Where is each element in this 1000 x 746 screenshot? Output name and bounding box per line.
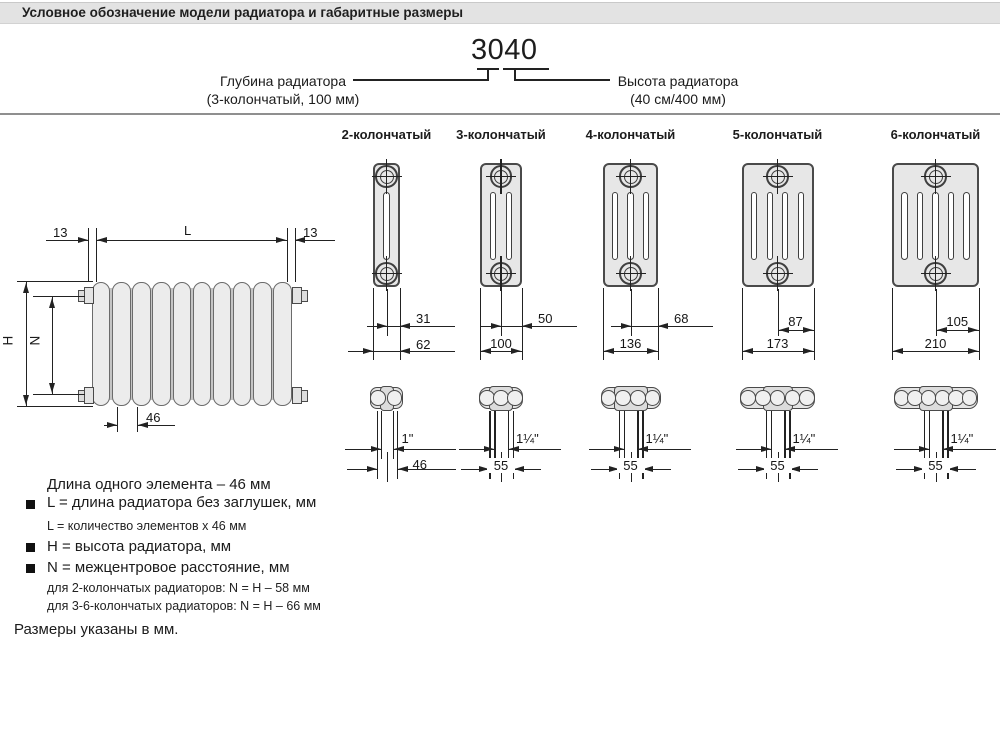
height-label-line1: Высота радиатора	[617, 73, 739, 89]
plug-right-label: 13	[303, 225, 318, 240]
topview-column-circle	[387, 390, 403, 406]
thread-arrow	[484, 446, 494, 452]
H-top-arrow	[23, 283, 29, 293]
thread-arrow	[371, 446, 381, 452]
ext-line	[117, 407, 118, 432]
boss-cross-h	[372, 176, 402, 177]
column-slot	[917, 192, 923, 260]
half-depth-label: 31	[416, 311, 431, 326]
ext-line	[979, 288, 980, 360]
full-depth-dim	[892, 351, 979, 352]
radiator-tube	[273, 282, 291, 406]
half-depth-arrow	[658, 323, 668, 329]
note-N-sub2: для 3-6-колончатых радиаторов: N = H – 66 мм	[47, 599, 321, 613]
L-left-arrow	[97, 237, 107, 243]
column-slot	[767, 192, 773, 260]
boss-cross-h	[616, 273, 646, 274]
depth-label-line1: Глубина радиатора	[219, 73, 347, 89]
topview-column-circle	[740, 390, 756, 406]
half-depth-arrow	[400, 323, 410, 329]
topview-column-circle	[785, 390, 801, 406]
topview-column-circle	[962, 390, 978, 406]
column-slot	[643, 192, 649, 260]
note-L: L = длина радиатора без заглушек, мм	[47, 494, 317, 511]
N-dim-line	[52, 296, 53, 395]
half-depth-arrow	[522, 323, 532, 329]
pipe-line	[494, 411, 495, 459]
L-right-arrow	[276, 237, 286, 243]
topview-column-circle	[799, 390, 815, 406]
fitting-cap	[301, 290, 308, 302]
thread-arrow	[761, 446, 771, 452]
full-depth-label: 136	[619, 336, 642, 351]
ext-line	[287, 228, 288, 282]
fitting-body	[292, 387, 302, 404]
boss-cross-h	[763, 273, 793, 274]
column-header: 5-колончатый	[732, 127, 823, 142]
thread-arrow	[614, 446, 624, 452]
pitch-arrow	[790, 466, 800, 472]
thread-label: 1¼"	[645, 431, 669, 446]
topview-column-circle	[645, 390, 661, 406]
fitting-body	[84, 387, 94, 404]
H-dim-label: H	[0, 335, 16, 346]
ext-line	[137, 407, 138, 432]
boss-cross-h	[763, 176, 793, 177]
ext-line	[631, 289, 632, 336]
bullet-icon	[26, 500, 35, 509]
radiator-tube	[92, 282, 110, 406]
thread-arrow	[638, 446, 648, 452]
bullet-icon	[26, 543, 35, 552]
fitting-cap	[301, 390, 308, 402]
L-label: L	[184, 223, 192, 238]
column-header: 4-колончатый	[585, 127, 676, 142]
pitch-arrow	[948, 466, 958, 472]
boss-cross-h	[486, 176, 516, 177]
boss-cross-h	[921, 176, 951, 177]
model-code: 3040	[471, 34, 538, 66]
column-header: 2-колончатый	[341, 127, 432, 142]
topview-column-circle	[630, 390, 646, 406]
column-slot	[901, 192, 907, 260]
N-ext-bottom	[33, 394, 85, 395]
ext-line	[373, 288, 374, 360]
N-top-arrow	[49, 298, 55, 308]
column-slot	[932, 192, 938, 260]
H-bottom-arrow	[23, 395, 29, 405]
full-depth-label: 62	[416, 337, 431, 352]
pitch-label: 55	[617, 458, 645, 473]
ext-line	[387, 289, 388, 336]
column-slot	[506, 192, 512, 260]
N-dim-label: N	[27, 335, 43, 346]
half-depth-arrow	[377, 323, 387, 329]
full-depth-arrow	[803, 348, 813, 354]
page-title: Условное обозначение модели радиатора и габаритные размеры	[22, 5, 463, 20]
topview-column-circle	[755, 390, 771, 406]
pitch-arrow	[514, 466, 524, 472]
column-slot	[627, 192, 633, 260]
pitch-label: 46	[412, 457, 427, 472]
radiator-tube	[193, 282, 211, 406]
pitch-label: 55	[487, 458, 515, 473]
radiator-tube	[152, 282, 170, 406]
thread-label: 1¼"	[792, 431, 816, 446]
note-L-sub: L = количество элементов x 46 мм	[47, 519, 247, 533]
L-dim-line	[96, 240, 287, 241]
boss-cross-h	[372, 273, 402, 274]
half-depth-arrow	[491, 323, 501, 329]
topview-column-circle	[370, 390, 386, 406]
element-width-label: 46	[146, 410, 161, 425]
fitting-body	[292, 287, 302, 304]
full-depth-label: 210	[924, 336, 947, 351]
thread-arrow	[394, 446, 404, 452]
pitch-arrow	[367, 466, 377, 472]
pipe-line	[377, 411, 378, 479]
topview-column-circle	[770, 390, 786, 406]
full-depth-arrow	[893, 348, 903, 354]
column-slot	[751, 192, 757, 260]
column-slot	[798, 192, 804, 260]
radiator-tube	[173, 282, 191, 406]
thread-label: 1¼"	[950, 431, 974, 446]
radiator-tube	[233, 282, 251, 406]
pipe-line	[624, 411, 625, 459]
half-depth-label: 105	[946, 314, 969, 329]
full-depth-arrow	[400, 348, 410, 354]
full-depth-arrow	[743, 348, 753, 354]
thread-arrow	[509, 446, 519, 452]
depth-label-line2: (3-колончатый, 100 мм)	[206, 91, 360, 107]
topview-column-circle	[601, 390, 617, 406]
radiator-tube	[253, 282, 271, 406]
H-ext-bottom	[17, 406, 93, 407]
N-ext-top	[33, 296, 85, 297]
pitch-label: 55	[922, 458, 950, 473]
note-element-length: Длина одного элемента – 46 мм	[47, 476, 271, 493]
half-depth-arrow	[621, 323, 631, 329]
radiator-tube	[112, 282, 130, 406]
note-N: N = межцентровое расстояние, мм	[47, 559, 290, 576]
note-footer: Размеры указаны в мм.	[14, 621, 179, 638]
thread-label: 1"	[401, 431, 414, 446]
pipe-line	[929, 411, 930, 459]
thread-arrow	[919, 446, 929, 452]
pipe-centerline	[387, 452, 388, 482]
pipe-line	[771, 411, 772, 459]
pipe-line	[381, 411, 382, 459]
radiator-tube	[213, 282, 231, 406]
column-slot	[782, 192, 788, 260]
ext-line	[501, 289, 502, 336]
height-label-line2: (40 см/400 мм)	[630, 91, 726, 107]
fitting-body	[84, 287, 94, 304]
radiator-tube	[132, 282, 150, 406]
column-header: 3-колончатый	[456, 127, 546, 142]
full-depth-arrow	[363, 348, 373, 354]
topview-column-circle	[507, 390, 523, 406]
column-slot	[948, 192, 954, 260]
ext-line	[295, 228, 296, 282]
full-depth-label: 100	[490, 336, 512, 351]
boss-cross-h	[921, 273, 951, 274]
column-header: 6-колончатый	[890, 127, 981, 142]
column-slot	[612, 192, 618, 260]
pitch-arrow	[398, 466, 408, 472]
note-N-sub1: для 2-колончатых радиаторов: N = H – 58 мм	[47, 581, 310, 595]
topview-column-circle	[615, 390, 631, 406]
N-bottom-arrow	[49, 383, 55, 393]
ext-line	[814, 288, 815, 360]
half-depth-label: 87	[788, 314, 803, 329]
plug-left-arrow	[78, 237, 88, 243]
boss-cross-h	[486, 273, 516, 274]
half-depth-label: 50	[538, 311, 553, 326]
ext-line	[96, 228, 97, 282]
el-left-arrow	[107, 422, 117, 428]
thread-arrow	[785, 446, 795, 452]
pitch-label: 55	[764, 458, 792, 473]
half-depth-label: 68	[674, 311, 689, 326]
full-depth-arrow	[968, 348, 978, 354]
column-slot	[963, 192, 969, 260]
column-slot	[490, 192, 496, 260]
pitch-arrow	[643, 466, 653, 472]
note-H: H = высота радиатора, мм	[47, 538, 232, 555]
full-depth-label: 173	[766, 336, 789, 351]
thread-arrow	[943, 446, 953, 452]
plug-left-label: 13	[53, 225, 68, 240]
ext-line	[88, 228, 89, 282]
boss-cross-h	[616, 176, 646, 177]
column-slot	[383, 192, 389, 260]
bullet-icon	[26, 564, 35, 573]
thread-label: 1¼"	[516, 431, 539, 446]
